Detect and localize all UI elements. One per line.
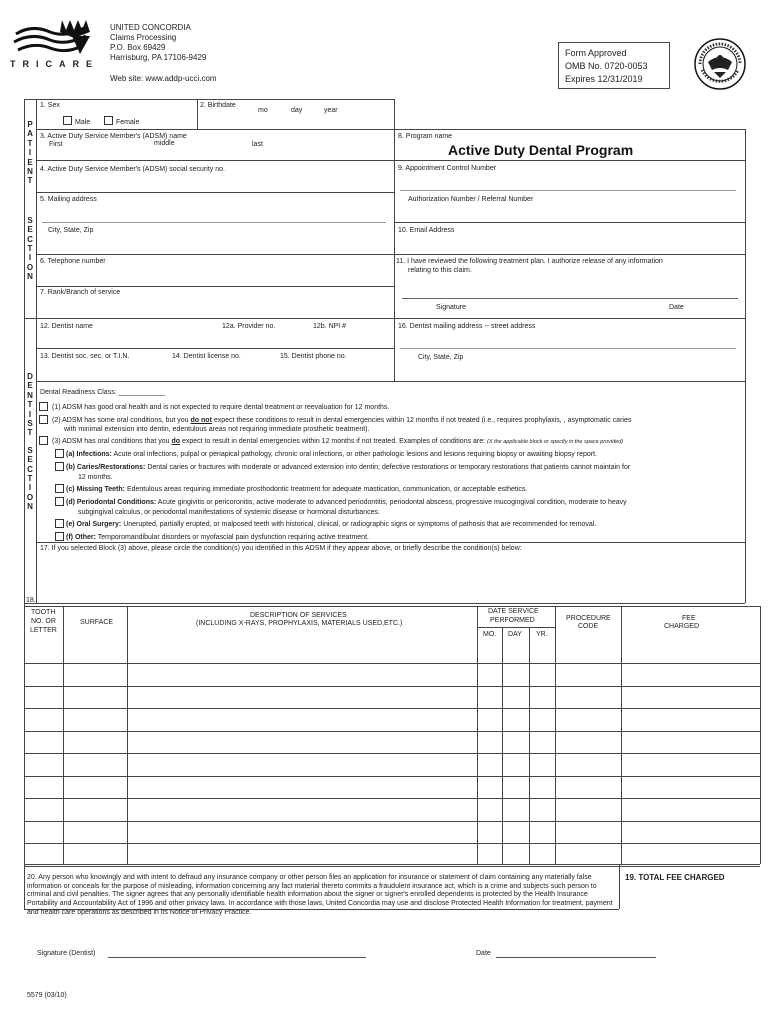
dentist-ssn-label: 13. Dentist soc. sec. or T.I.N. <box>40 353 130 360</box>
infections-checkbox[interactable] <box>55 449 64 458</box>
table-row[interactable] <box>24 686 760 687</box>
license-label: 14. Dentist license no. <box>172 353 241 360</box>
table-row[interactable] <box>24 731 760 732</box>
date-col-2: PERFORMED <box>490 617 535 624</box>
class3-text: (3) ADSM has oral conditions that you do expect to result in dental emergencies within 12 months if not treated. Examples of conditions are: (X the applicable block or specify in the space provided) <box>52 438 624 445</box>
caries-text-cont: 12 months. <box>78 474 113 481</box>
date-col-1: DATE SERVICE <box>488 608 539 615</box>
desc-col-2: (INCLUDING X-RAYS, PROPHYLAXIS, MATERIALS USED,ETC.) <box>196 620 403 627</box>
dentist-name-label: 12. Dentist name <box>40 323 93 330</box>
org-line-2: Claims Processing <box>110 33 177 42</box>
table-row[interactable] <box>24 798 760 799</box>
tooth-col-2: NO. OR <box>31 618 56 625</box>
readiness-class: Dental Readiness Class: ____________ <box>40 389 166 396</box>
class2-checkbox[interactable] <box>39 415 48 424</box>
table-row[interactable] <box>24 708 760 709</box>
tricare-eagle-icon <box>12 16 104 58</box>
adsm-middle: middle <box>154 140 175 147</box>
ssn-label: 4. Active Duty Service Member's (ADSM) social security no. <box>40 166 225 173</box>
dentist-signature-label: Signature (Dentist) <box>37 950 96 957</box>
tricare-wordmark: TRICARE <box>10 59 99 69</box>
periodontal-text-cont: subgingival calculus, or periodontal manifestations of systemic disease or hormonal disturbances. <box>78 509 380 516</box>
proc-col-2: CODE <box>578 623 599 630</box>
omb-line-1: Form Approved <box>565 48 627 58</box>
tooth-col-3: LETTER <box>30 627 57 634</box>
dentist-city-label: City, State, Zip <box>418 354 464 361</box>
female-checkbox[interactable] <box>104 116 113 125</box>
day-col: DAY <box>508 631 522 638</box>
dentist-signature-line[interactable] <box>108 957 366 958</box>
fraud-notice: 20. Any person who knowingly and with intent to defraud any insurance company or other person files an application for insurance or statement of claim containing any materially false information or conceals for the purpose of misleading, information concerning any fact material thereto commits a fraudulent insurance act, which is a crime and subjects such person to criminal and civil penalties. The signer agrees that any personally identifiable health information about the signer or signer's enrolled dependents is protected by the Health Insurance Portability and Accountability Act of 1996 and other privacy laws. In accordance with those laws, United Concordia may use and disclose Protected Health Information for treatment, payment and health care operations as described in its Notice of Privacy Practice. <box>27 874 613 916</box>
org-line-1: UNITED CONCORDIA <box>110 23 191 32</box>
infections-text: (a) Infections: Acute oral infections, pulpal or periapical pathology, chronic oral infections, or other pathologic lesions and lesions requiring biopsy or awaiting biopsy report. <box>66 451 597 458</box>
phone-label: 6. Telephone number <box>40 258 106 265</box>
table-row[interactable] <box>24 663 760 664</box>
dentist-address-label: 16. Dentist mailing address -- street address <box>398 323 536 330</box>
caries-text: (b) Caries/Restorations: Dental caries or fractures with moderate or advanced extension into dentin; defective restorations or temporary restorations that patients cannot maintain for <box>66 464 631 471</box>
table-row[interactable] <box>24 843 760 844</box>
dod-seal <box>694 38 746 90</box>
birthdate-label: 2. Birthdate <box>200 102 236 109</box>
adsm-name-label: 3. Active Duty Service Member's (ADSM) name <box>40 133 187 140</box>
fee-col-2: CHARGED <box>664 623 700 630</box>
desc-col-1: DESCRIPTION OF SERVICES <box>250 612 347 619</box>
birthdate-year: year <box>324 107 338 114</box>
yr-col: YR. <box>536 631 548 638</box>
surface-col: SURFACE <box>80 619 114 626</box>
class2-text: (2) ADSM has some oral conditions, but you do not expect these conditions to result in dental emergencies within 12 months if not treated (i.e., requires prophylaxis, , asymptomatic caries <box>52 417 632 424</box>
email-label: 10. Email Address <box>398 227 455 234</box>
periodontal-checkbox[interactable] <box>55 497 64 506</box>
omb-line-3: Expires 12/31/2019 <box>565 74 643 84</box>
program-label: 8. Program name <box>398 133 453 140</box>
class2-text-cont: with minimal extension into dentin, edentulous areas not requiring immediate prosthetic treatment). <box>64 426 370 433</box>
authorization-label: Authorization Number / Referral Number <box>408 196 534 203</box>
omb-line-2: OMB No. 0720-0053 <box>565 61 648 71</box>
female-label: Female <box>116 119 140 126</box>
birthdate-day: day <box>291 107 303 114</box>
appointment-label: 9. Appointment Control Number <box>398 165 497 172</box>
city-label: City, State, Zip <box>48 227 94 234</box>
omb-box <box>558 42 670 89</box>
fee-col-1: FEE <box>682 615 696 622</box>
authorize-line-2: relating to this claim. <box>408 267 472 274</box>
authorize-line-1: 11. I have reviewed the following treatment plan. I authorize release of any information <box>396 258 663 265</box>
missing-teeth-checkbox[interactable] <box>55 484 64 493</box>
tooth-col-1: TOOTH <box>31 609 56 616</box>
website: Web site: www.addp-ucci.com <box>110 74 217 83</box>
periodontal-text: (d) Periodontal Conditions: Acute gingivitis or pericoronitis, active moderate to advanced periodontitis, periodontal abscess, progressive mucogingival condition, moderate to heavy <box>66 499 627 506</box>
dod-seal-icon <box>694 38 746 90</box>
mo-col: MO. <box>483 631 497 638</box>
male-label: Male <box>75 119 91 126</box>
services-label: 18. <box>26 597 36 604</box>
oral-surgery-text: (e) Oral Surgery: Unerupted, partially erupted, or malposed teeth with historical, clinical, or radiographic signs or symptoms of pathosis that are recommended for removal. <box>66 521 597 528</box>
sex-label: 1. Sex <box>40 102 60 109</box>
class1-checkbox[interactable] <box>39 402 48 411</box>
form-number: 5579 (03/10) <box>27 992 67 999</box>
table-row[interactable] <box>24 776 760 777</box>
birthdate-mo: mo <box>258 107 268 114</box>
caries-checkbox[interactable] <box>55 462 64 471</box>
patient-signature-line[interactable] <box>402 298 738 299</box>
adsm-last: last <box>252 141 263 148</box>
adsm-first: First <box>49 141 63 148</box>
mailing-label: 5. Mailing address <box>40 196 97 203</box>
male-checkbox[interactable] <box>63 116 72 125</box>
proc-col-1: PROCEDURE <box>566 615 611 622</box>
patient-section-label: P A T I E N T S E C T I O N <box>26 120 34 282</box>
other-text: (f) Other: Temporomandibular disorders or myofascial pain dysfunction requiring active treatment. <box>66 534 369 541</box>
footer-date-line[interactable] <box>496 957 656 958</box>
class1-text: (1) ADSM has good oral health and is not expected to require dental treatment or reevaluation for 12 months. <box>52 404 390 411</box>
condition-description-label: 17. If you selected Block (3) above, please circle the condition(s) you identified in this ADSM if they appear above, or briefly describe the condition(s) below: <box>40 545 522 552</box>
total-fee-label: 19. TOTAL FEE CHARGED <box>625 873 725 882</box>
org-line-3: P.O. Box 69429 <box>110 43 166 52</box>
program-name: Active Duty Dental Program <box>448 142 634 158</box>
rank-label: 7. Rank/Branch of service <box>40 289 121 296</box>
dentist-section-label: D E N T I S T S E C T I O N <box>26 372 34 512</box>
other-checkbox[interactable] <box>55 532 64 541</box>
oral-surgery-checkbox[interactable] <box>55 519 64 528</box>
missing-teeth-text: (c) Missing Teeth: Edentulous areas requiring immediate prosthodontic treatment for adequate mastication, communication, or acceptable esthetics. <box>66 486 528 493</box>
date-label: Date <box>669 304 684 311</box>
provider-no-label: 12a. Provider no. <box>222 323 276 330</box>
dentist-phone-label: 15. Dentist phone no. <box>280 353 347 360</box>
org-line-4: Harrisburg, PA 17106-9429 <box>110 53 207 62</box>
npi-label: 12b. NPI # <box>313 323 347 330</box>
table-row[interactable] <box>24 821 760 822</box>
footer-date-label: Date <box>476 950 491 957</box>
class3-checkbox[interactable] <box>39 436 48 445</box>
table-row[interactable] <box>24 866 760 867</box>
signature-label: Signature <box>436 304 466 311</box>
table-row[interactable] <box>24 753 760 754</box>
tricare-logo <box>8 16 108 72</box>
